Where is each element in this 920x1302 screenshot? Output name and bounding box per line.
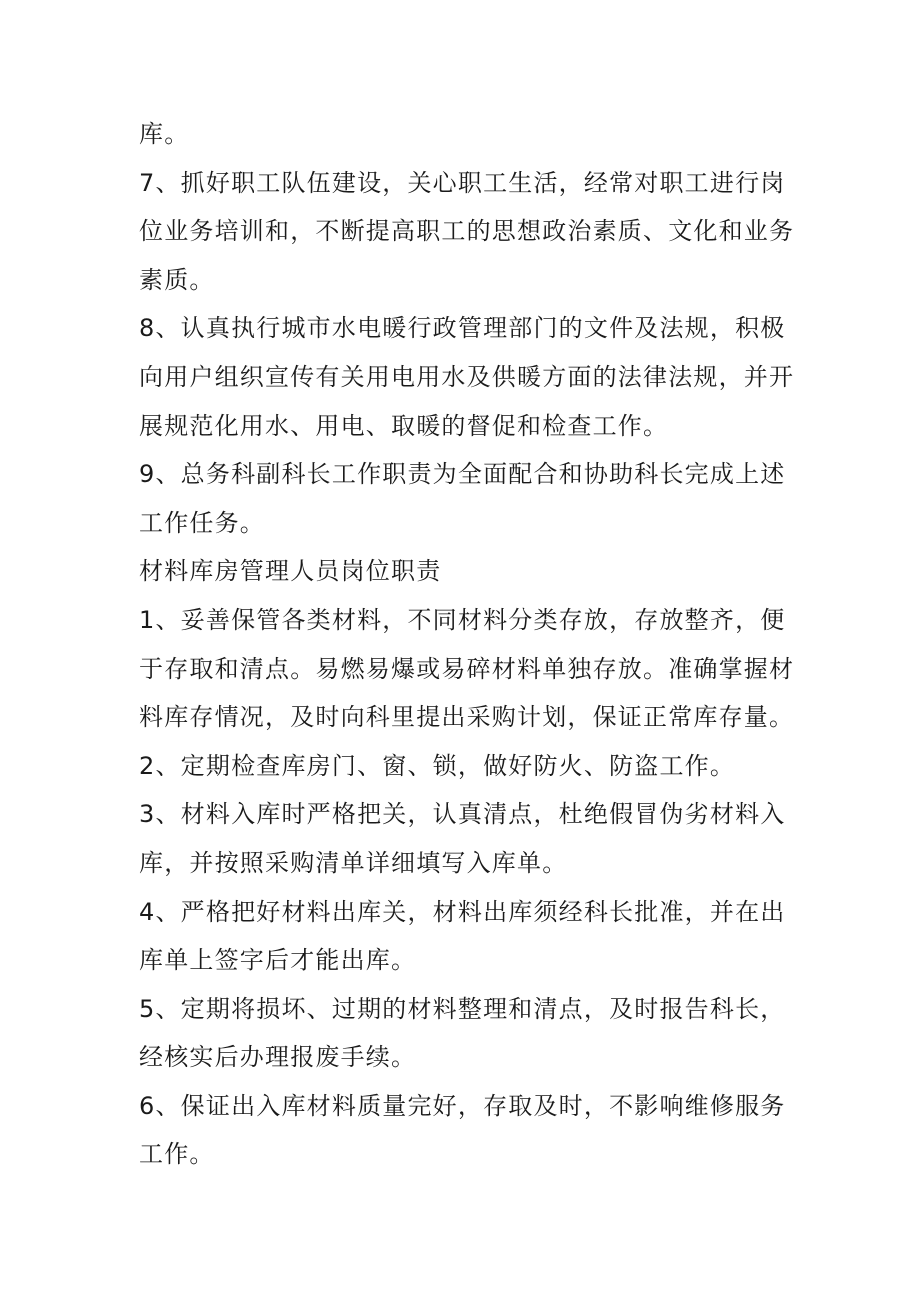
text-line: 2、定期检查库房门、窗、锁，做好防火、防盗工作。 bbox=[139, 751, 736, 780]
text-line: 6、保证出入库材料质量完好，存取及时，不影响维修服务 bbox=[139, 1091, 786, 1120]
text-line: 9、总务科副科长工作职责为全面配合和协助科长完成上述 bbox=[139, 460, 786, 489]
text-line: 5、定期将损坏、过期的材料整理和清点，及时报告科长， bbox=[139, 994, 786, 1023]
text-line: 经核实后办理报废手续。 bbox=[139, 1043, 417, 1072]
text-line: 4、严格把好材料出库关，材料出库须经科长批准，并在出 bbox=[139, 897, 786, 926]
text-line: 工作。 bbox=[139, 1140, 215, 1169]
text-line: 库，并按照采购清单详细填写入库单。 bbox=[139, 848, 568, 877]
text-line: 素质。 bbox=[139, 265, 215, 294]
text-line: 于存取和清点。易燃易爆或易碎材料单独存放。准确掌握材 bbox=[139, 654, 795, 683]
text-line: 8、认真执行城市水电暖行政管理部门的文件及法规，积极 bbox=[139, 314, 786, 343]
document-body bbox=[139, 110, 799, 1179]
text-line: 料库存情况，及时向科里提出采购计划，保证正常库存量。 bbox=[139, 703, 795, 732]
text-line: 展规范化用水、用电、取暖的督促和检查工作。 bbox=[139, 411, 669, 440]
text-line: 库。 bbox=[139, 120, 190, 148]
section-heading: 材料库房管理人员岗位职责 bbox=[139, 557, 442, 586]
text-line: 工作任务。 bbox=[139, 508, 265, 537]
text-line: 库单上签字后才能出库。 bbox=[139, 946, 417, 975]
text-line: 7、抓好职工队伍建设，关心职工生活，经常对职工进行岗 bbox=[139, 168, 786, 197]
text-line: 3、材料入库时严格把关，认真清点，杜绝假冒伪劣材料入 bbox=[139, 800, 786, 829]
text-line: 向用户组织宣传有关用电用水及供暖方面的法律法规，并开 bbox=[139, 362, 795, 391]
text-line: 位业务培训和，不断提高职工的思想政治素质、文化和业务 bbox=[139, 217, 795, 246]
text-line: 1、妥善保管各类材料，不同材料分类存放，存放整齐，便 bbox=[139, 605, 786, 634]
